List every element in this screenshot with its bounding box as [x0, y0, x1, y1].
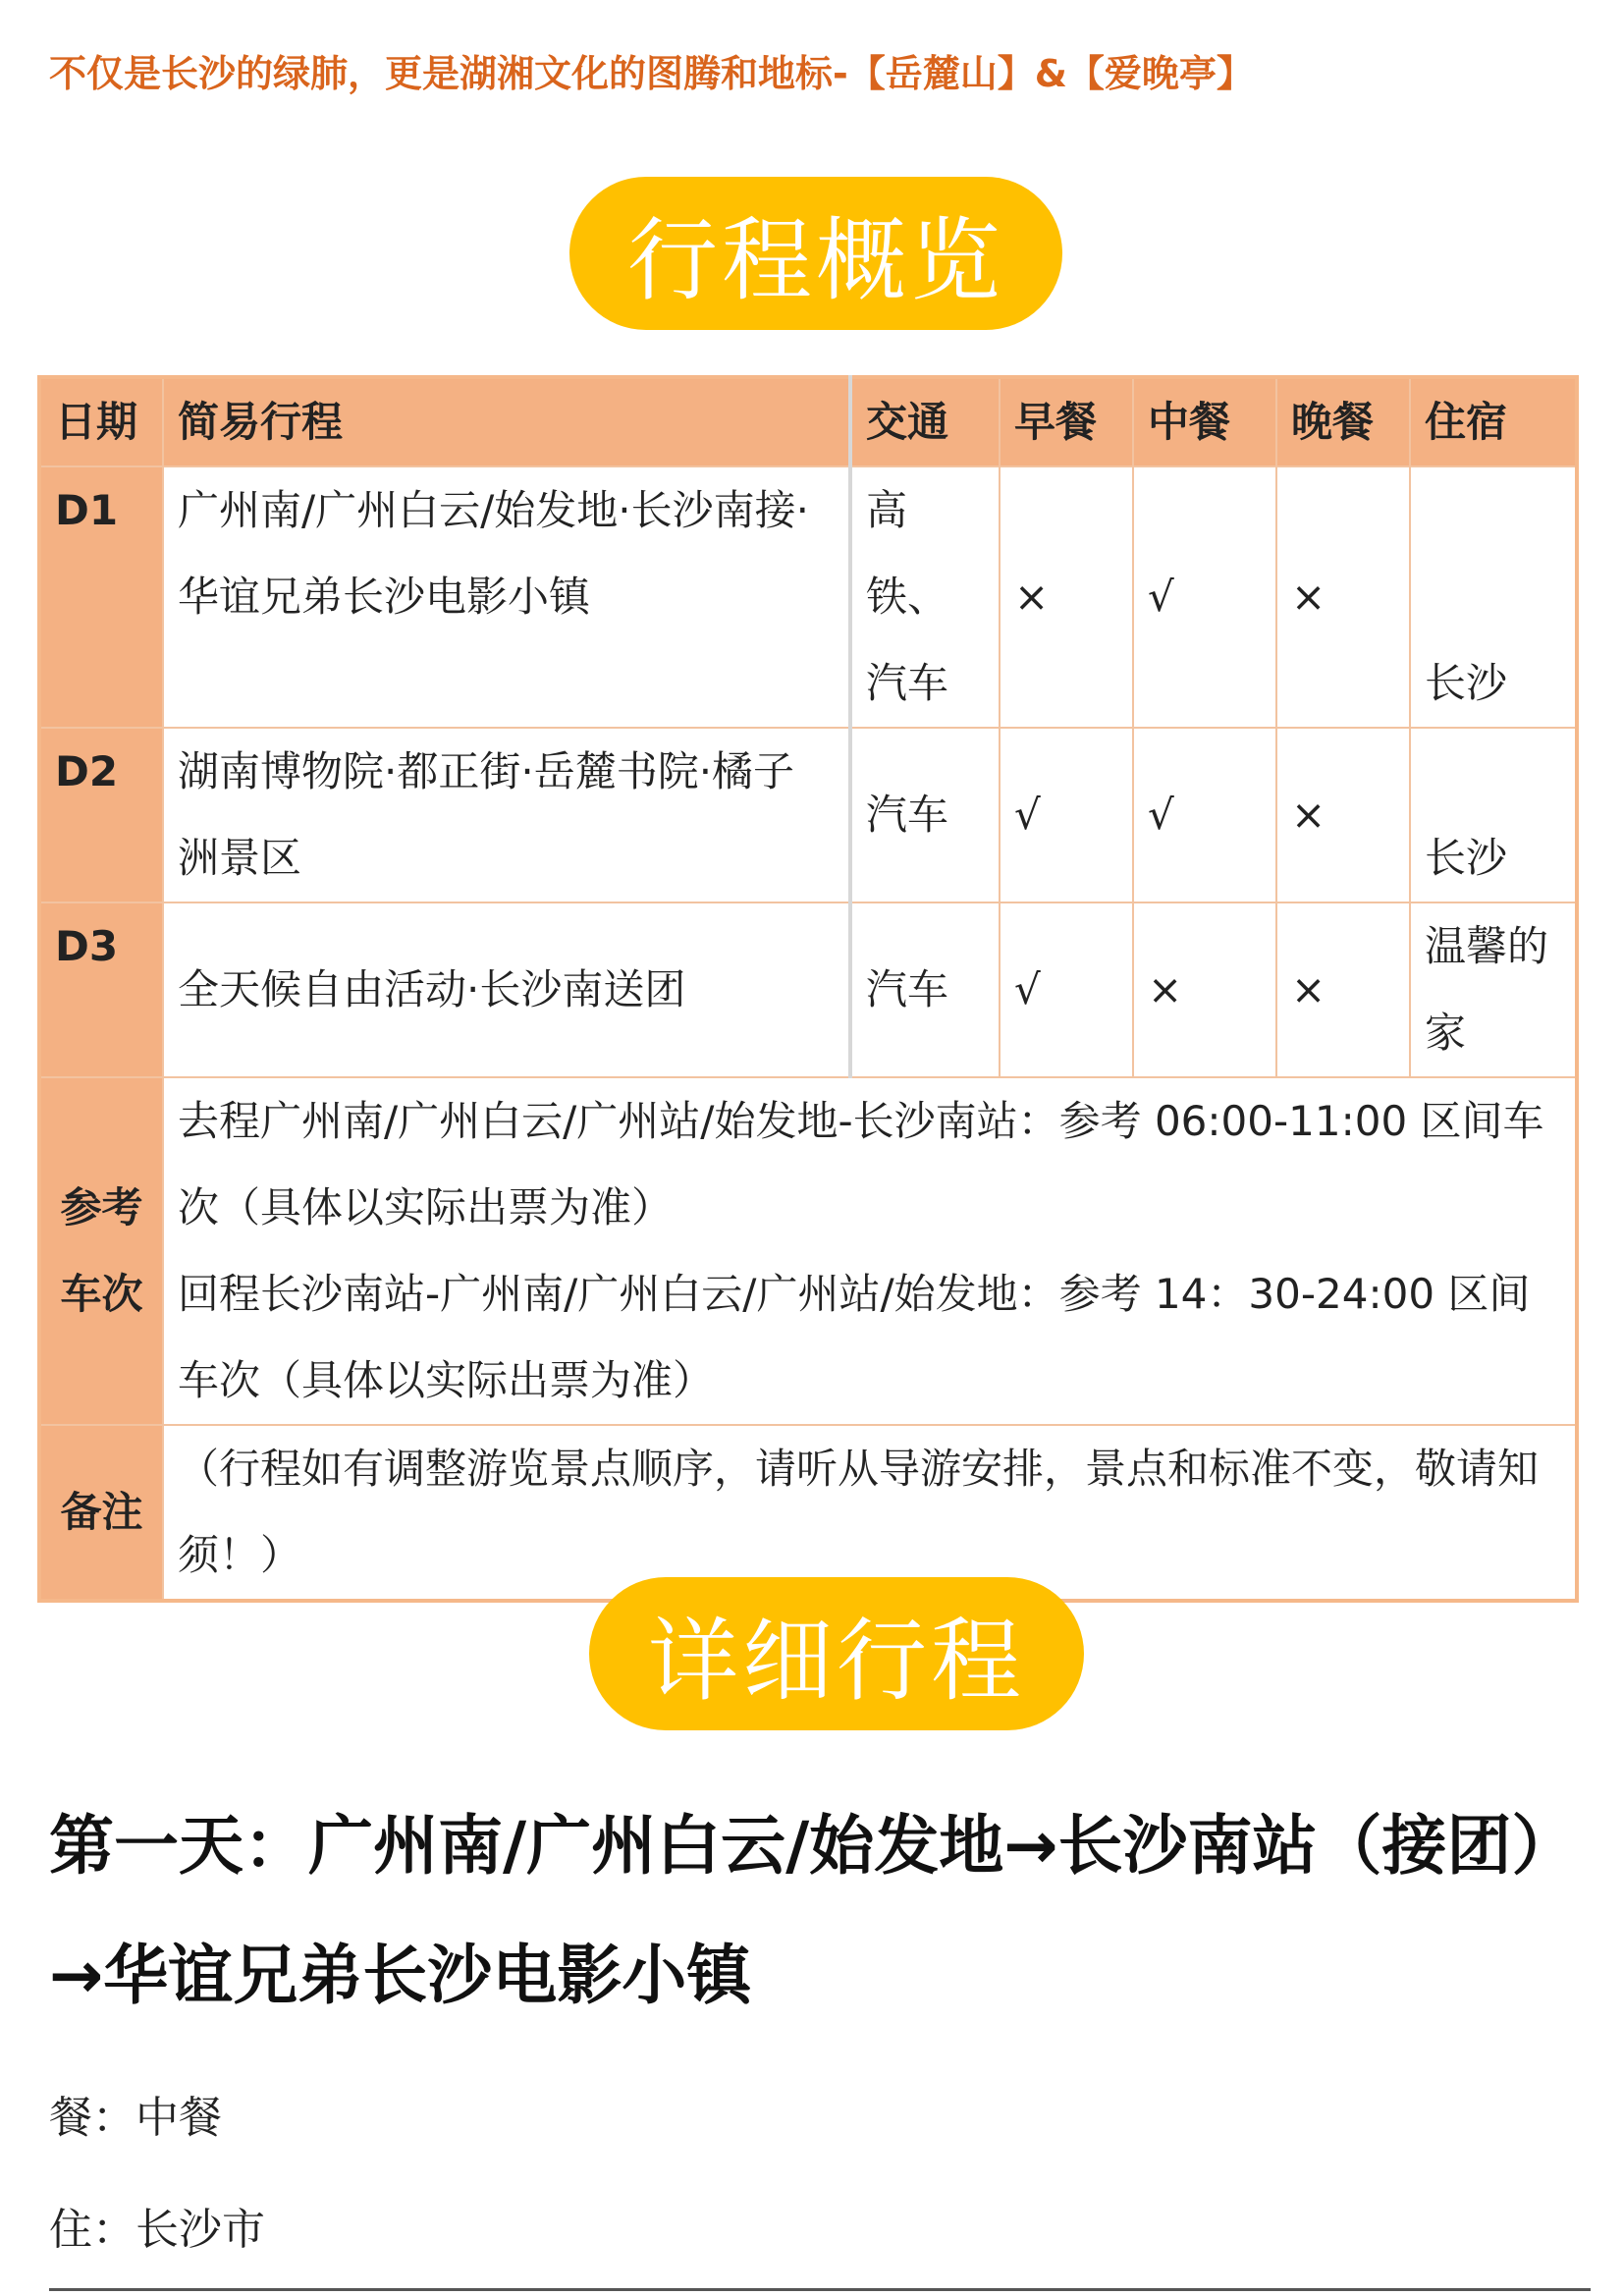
- day1-meal: 餐：中餐: [49, 2093, 222, 2143]
- header-stay: 住宿: [1410, 377, 1577, 466]
- dinner-cell: ×: [1276, 466, 1410, 728]
- overview-title-badge: 行程概览: [569, 177, 1062, 330]
- header-date: 日期: [39, 377, 163, 466]
- page-tagline: 不仅是长沙的绿肺，更是湖湘文化的图腾和地标-【岳麓山】&【爱晚亭】: [49, 52, 1254, 95]
- note-row: [39, 1425, 1577, 1601]
- itinerary-overview-table: [37, 375, 1579, 1603]
- stay-cell: 温馨的家: [1410, 902, 1577, 1077]
- transport-cell: 汽车: [850, 728, 1000, 902]
- day1-stay: 住：长沙市: [49, 2205, 265, 2255]
- stay-cell: 长沙: [1410, 466, 1577, 728]
- train-reference-label: 参考车次: [39, 1077, 163, 1425]
- day-label: D3: [39, 902, 163, 1077]
- header-route: 简易行程: [163, 377, 850, 466]
- lunch-cell: ×: [1133, 902, 1276, 1077]
- header-breakfast: 早餐: [1000, 377, 1133, 466]
- dinner-cell: ×: [1276, 902, 1410, 1077]
- table-row: [39, 728, 1577, 902]
- table-row: [39, 466, 1577, 728]
- route-cell: 全天候自由活动·长沙南送团: [163, 902, 850, 1077]
- breakfast-cell: √: [1000, 902, 1133, 1077]
- table-row: [39, 902, 1577, 1077]
- lunch-cell: √: [1133, 466, 1276, 728]
- day-label: D1: [39, 466, 163, 728]
- route-cell: 湖南博物院·都正街·岳麓书院·橘子洲景区: [163, 728, 850, 902]
- day-label: D2: [39, 728, 163, 902]
- dinner-cell: ×: [1276, 728, 1410, 902]
- stay-cell: 长沙: [1410, 728, 1577, 902]
- note-text: （行程如有调整游览景点顺序，请听从导游安排，景点和标准不变，敬请知须！）: [163, 1425, 1577, 1601]
- transport-cell: 高铁、汽车: [850, 466, 1000, 728]
- lunch-cell: √: [1133, 728, 1276, 902]
- day1-title: 第一天：广州南/广州白云/始发地→长沙南站（接团）→华谊兄弟长沙电影小镇: [49, 1808, 1577, 2013]
- header-lunch: 中餐: [1133, 377, 1276, 466]
- train-reference-cell: [163, 1077, 1577, 1425]
- section-divider: [49, 2288, 1591, 2291]
- breakfast-cell: ×: [1000, 466, 1133, 728]
- table-header-row: [39, 377, 1577, 466]
- outbound-train-text: 去程广州南/广州白云/广州站/始发地-长沙南站：参考 06:00-11:00 区间车次（具体以实际出票为准）: [178, 1097, 1544, 1231]
- note-label: 备注: [39, 1425, 163, 1601]
- transport-cell: 汽车: [850, 902, 1000, 1077]
- header-dinner: 晚餐: [1276, 377, 1410, 466]
- route-cell: 广州南/广州白云/始发地·长沙南接·华谊兄弟长沙电影小镇: [163, 466, 850, 728]
- breakfast-cell: √: [1000, 728, 1133, 902]
- return-train-text: 回程长沙南站-广州南/广州白云/广州站/始发地：参考 14：30-24:00 区间车次（具体以实际出票为准）: [178, 1270, 1531, 1404]
- detail-title-badge: 详细行程: [589, 1577, 1084, 1730]
- header-transport: 交通: [850, 377, 1000, 466]
- train-reference-row: [39, 1077, 1577, 1425]
